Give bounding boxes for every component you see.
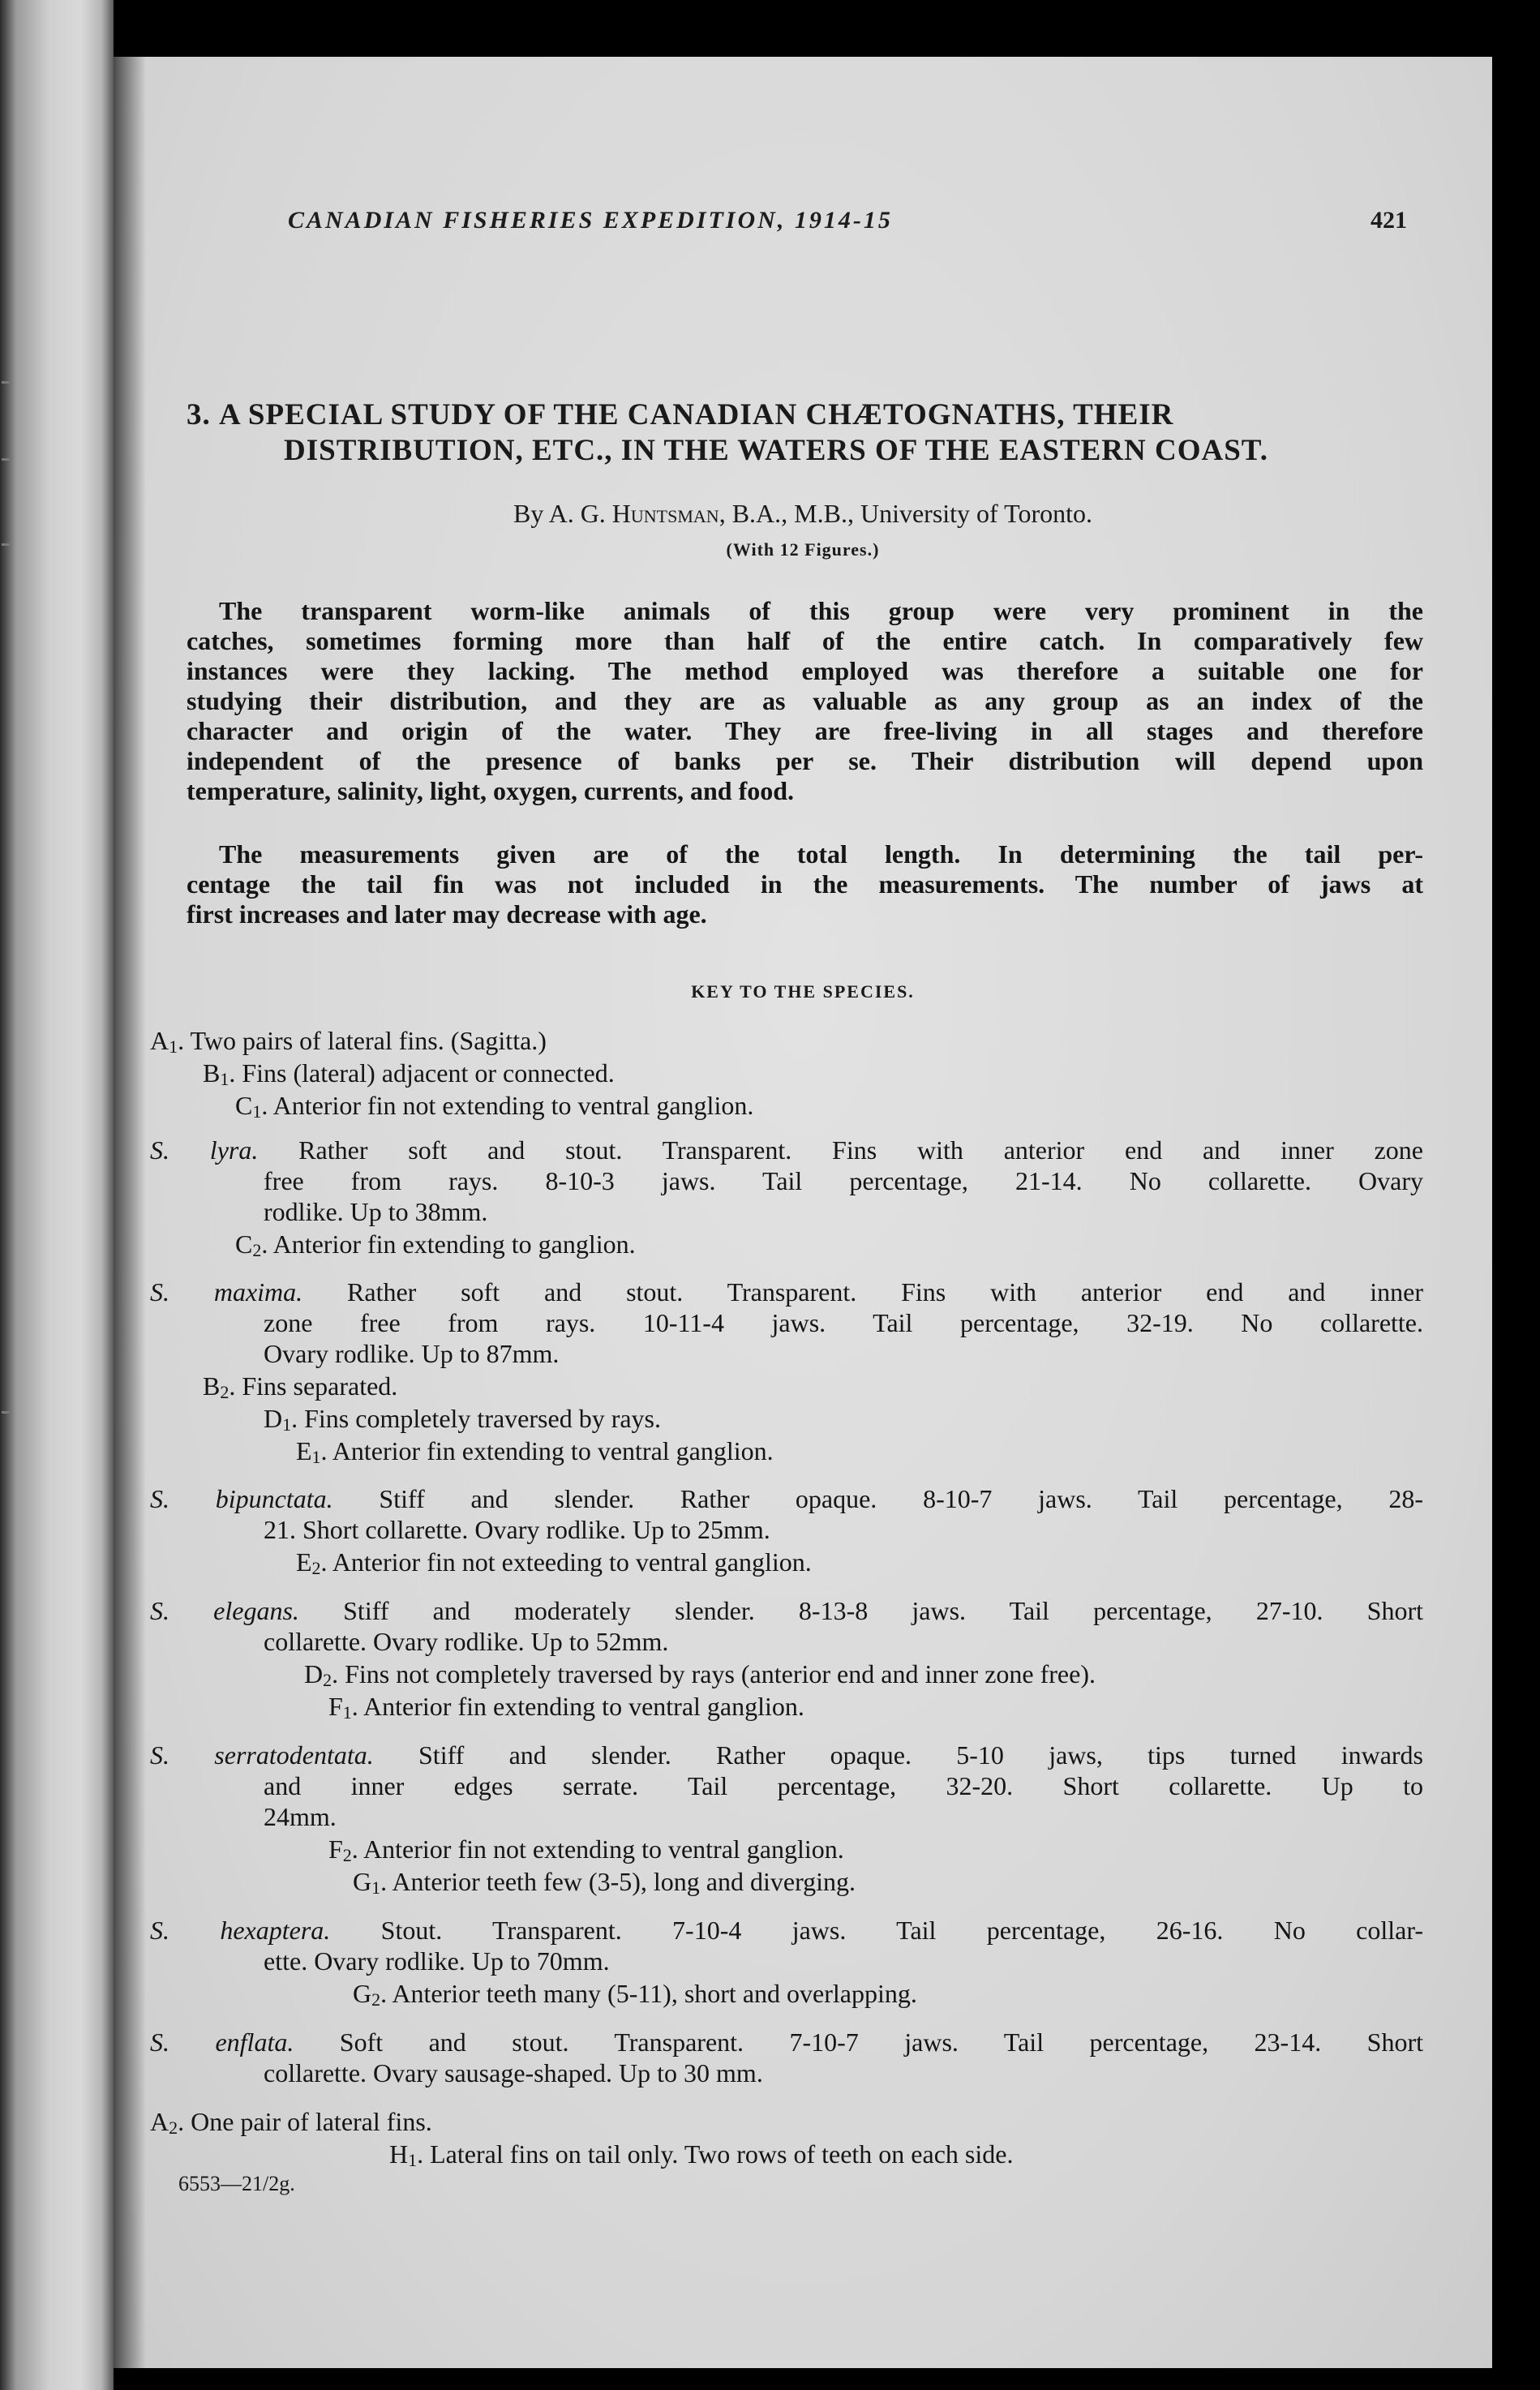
spine-shadow [114, 57, 146, 2368]
species-hexaptera-line2: ette. Ovary rodlike. Up to 70mm. [264, 1946, 610, 1976]
running-head [191, 207, 1407, 239]
key-a2: A2. One pair of lateral fins. [150, 2107, 432, 2138]
key-c2: C2. Anterior fin extending to ganglion. [235, 1229, 636, 1260]
paragraph-line: The measurements given are of the total length. In determining the tail per- [219, 839, 1423, 869]
species-enflata-line2: collarette. Ovary sausage-shaped. Up to 30 mm. [264, 2058, 763, 2087]
key-b1: B1. Fins (lateral) adjacent or connected. [203, 1058, 615, 1089]
key-f2: F2. Anterior fin not extending to ventral ganglion. [328, 1834, 844, 1865]
figures-note: (With 12 Figures.) [726, 539, 880, 560]
species-serratodentata: S. serratodentata. Stiff and slender. Rather opaque. 5-10 jaws, tips turned inwards [150, 1740, 1423, 1770]
article-title-line1: A SPECIAL STUDY OF THE CANADIAN CHÆTOGNATHS, THEIR [219, 398, 1174, 431]
species-name: S. bipunctata. [150, 1484, 333, 1513]
key-g2: G2. Anterior teeth many (5-11), short and overlapping. [353, 1979, 917, 2010]
paragraph-line: independent of the presence of banks per se. Their distribution will depend upon [187, 746, 1423, 775]
species-serratodentata-line2: and inner edges serrate. Tail percentage, 32-20. Short collarette. Up to [264, 1771, 1423, 1800]
species-elegans: S. elegans. Stiff and moderately slender. 8-13-8 jaws. Tail percentage, 27-10. Short [150, 1596, 1424, 1625]
paragraph-line: centage the tail fin was not included in the measurements. The number of jaws at [187, 869, 1423, 899]
paragraph-line: character and origin of the water. They are free-living in all stages and therefore [187, 716, 1423, 745]
species-elegans-line2: collarette. Ovary rodlike. Up to 52mm. [264, 1627, 669, 1656]
book-page [114, 57, 1492, 2368]
key-h1: H1. Lateral fins on tail only. Two rows of teeth on each side. [389, 2139, 1014, 2170]
key-b2: B2. Fins separated. [203, 1371, 398, 1402]
key-heading: KEY TO THE SPECIES. [691, 981, 915, 1002]
species-name: S. maxima. [150, 1277, 303, 1307]
species-bipunctata: S. bipunctata. Stiff and slender. Rather opaque. 8-10-7 jaws. Tail percentage, 28- [150, 1484, 1424, 1513]
species-bipunctata-line2: 21. Short collarette. Ovary rodlike. Up to 25mm. [264, 1515, 770, 1544]
article-title-line2: DISTRIBUTION, ETC., IN THE WATERS OF THE EASTERN COAST. [284, 434, 1268, 467]
key-f1: F1. Anterior fin extending to ventral ganglion. [328, 1692, 804, 1723]
species-lyra-line2: free from rays. 8-10-3 jaws. Tail percentage, 21-14. No collarette. Ovary [264, 1166, 1423, 1195]
paragraph-line: The transparent worm-like animals of this group were very prominent in the [219, 596, 1423, 625]
key-g1: G1. Anterior teeth few (3-5), long and diverging. [353, 1867, 856, 1898]
signature-mark: 6553—21/2g. [178, 2172, 295, 2195]
species-enflata: S. enflata. Soft and stout. Transparent. 7-10-7 jaws. Tail percentage, 23-14. Short [150, 2027, 1423, 2057]
paragraph-line: catches, sometimes forming more than half of the entire catch. In comparatively few [187, 626, 1423, 655]
edge-mark [2, 381, 10, 384]
species-hexaptera: S. hexaptera. Stout. Transparent. 7-10-4 jaws. Tail percentage, 26-16. No collar- [150, 1916, 1424, 1945]
key-d2: D2. Fins not completely traversed by rays (anterior end and inner zone free). [304, 1659, 1096, 1690]
key-d1: D1. Fins completely traversed by rays. [264, 1404, 661, 1435]
running-head-title: CANADIAN FISHERIES EXPEDITION, 1914-15 [288, 207, 893, 234]
species-maxima-line3: Ovary rodlike. Up to 87mm. [264, 1339, 560, 1368]
paragraph-line: studying their distribution, and they are as valuable as any group as an index of the [187, 686, 1423, 715]
paragraph-1 [187, 596, 1423, 806]
key-c1: C1. Anterior fin not extending to ventral ganglion. [235, 1091, 754, 1122]
species-name: S. elegans. [150, 1596, 299, 1625]
species-maxima-line2: zone free from rays. 10-11-4 jaws. Tail percentage, 32-19. No collarette. [264, 1308, 1423, 1337]
key-e1: E1. Anterior fin extending to ventral ganglion. [296, 1436, 774, 1467]
byline-by: By A. G. [513, 499, 606, 528]
species-lyra-line3: rodlike. Up to 38mm. [264, 1197, 488, 1226]
species-name: S. hexaptera. [150, 1916, 331, 1945]
species-serratodentata-line3: 24mm. [264, 1802, 337, 1831]
paragraph-line: first increases and later may decrease with age. [187, 899, 707, 929]
species-name: S. enflata. [150, 2027, 294, 2057]
page-number: 421 [1371, 207, 1407, 234]
species-lyra: S. lyra. Rather soft and stout. Transparent. Fins with anterior end and inner zone [150, 1135, 1424, 1165]
edge-mark [2, 1411, 10, 1414]
article-number: 3. [187, 398, 211, 431]
paragraph-line: instances were they lacking. The method employed was therefore a suitable one for [187, 656, 1423, 685]
species-maxima: S. maxima. Rather soft and stout. Transparent. Fins with anterior end and inner [150, 1277, 1424, 1307]
species-name: S. lyra. [150, 1135, 259, 1165]
paragraph-line: temperature, salinity, light, oxygen, currents, and food. [187, 776, 795, 805]
author-credentials: , B.A., M.B., University of Toronto. [719, 499, 1092, 528]
species-name: S. serratodentata. [150, 1740, 374, 1770]
key-e2: E2. Anterior fin not exteeding to ventral ganglion. [296, 1547, 812, 1578]
key-a1: A1. Two pairs of lateral fins. (Sagitta.) [150, 1026, 547, 1057]
edge-mark [2, 458, 10, 461]
edge-mark [2, 543, 10, 546]
author-name: Huntsman [611, 499, 719, 528]
left-page-edge [0, 0, 114, 2390]
byline [114, 499, 1492, 529]
paragraph-2 [187, 839, 1423, 929]
